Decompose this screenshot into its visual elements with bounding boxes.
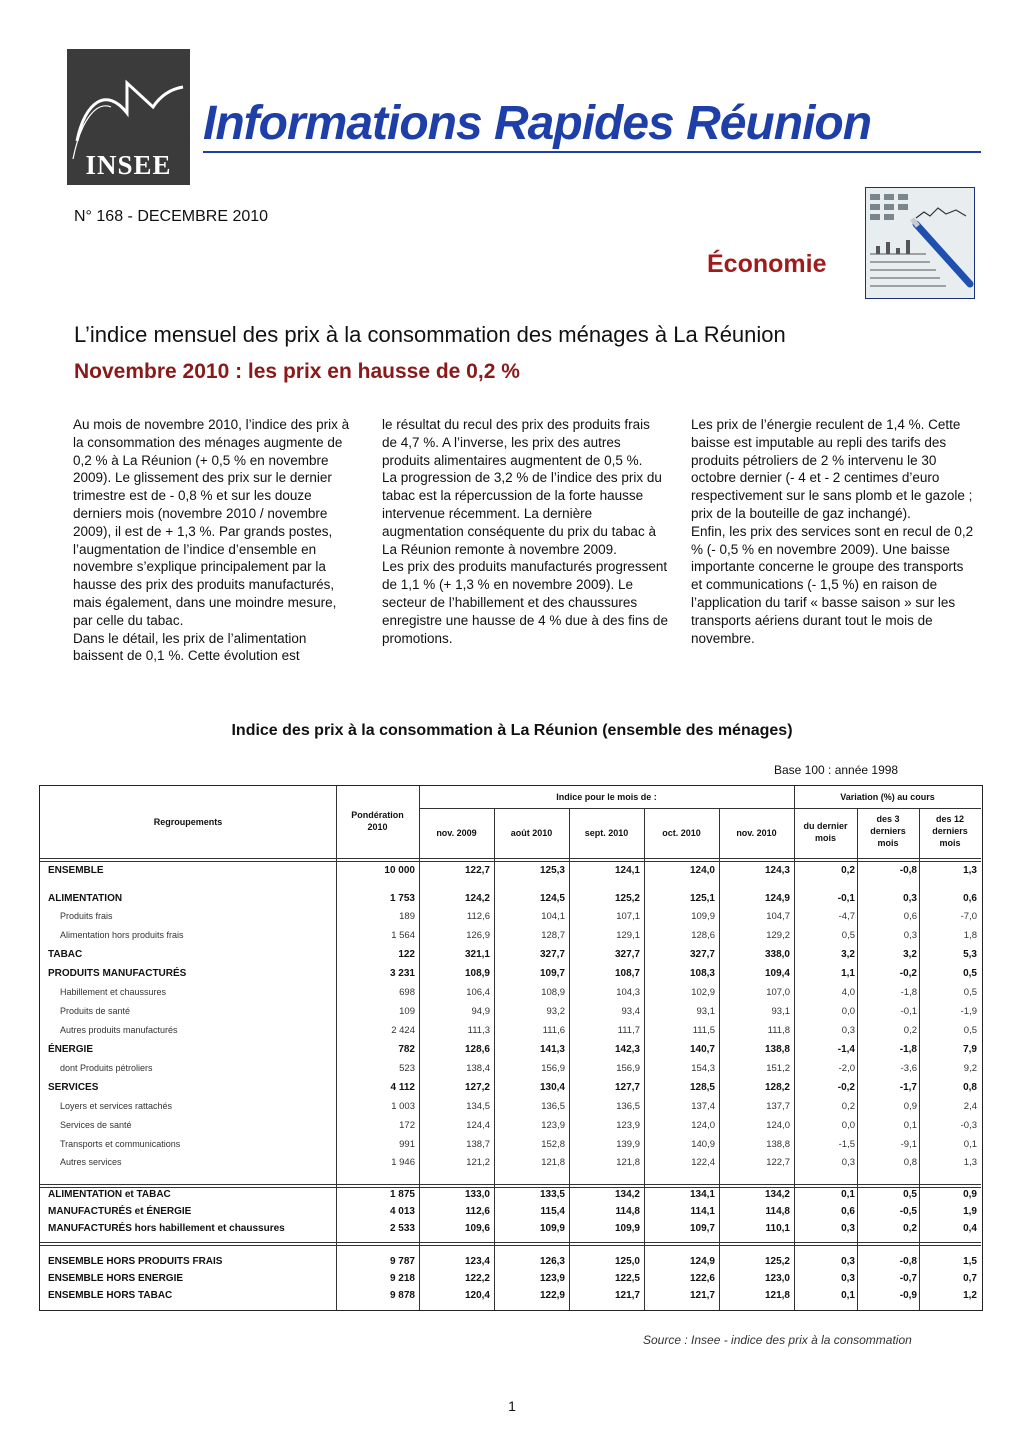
cell-sep10: 108,7 <box>614 968 640 979</box>
paragraph: Dans le détail, les prix de l’alimentation baissent de 0,1 %. Cette évolution est <box>73 630 307 664</box>
cell-oct10: 114,1 <box>690 1206 715 1217</box>
cell-sep10: 121,8 <box>616 1157 640 1168</box>
cell-v1: 0,0 <box>841 1120 855 1131</box>
cell-nov09: 134,5 <box>466 1101 490 1112</box>
cell-nov10: 109,4 <box>764 968 790 979</box>
table-row <box>40 1042 981 1060</box>
cell-oct10: 154,3 <box>691 1063 715 1074</box>
cell-nov10: 107,0 <box>766 987 790 998</box>
cell-v12: 0,6 <box>963 893 977 904</box>
header-var-last-month <box>794 820 857 844</box>
cell-v1: 0,3 <box>841 1157 855 1168</box>
cell-oct10: 109,7 <box>689 1223 715 1234</box>
cell-sep10: 114,8 <box>615 1206 640 1217</box>
paragraph: Au mois de novembre 2010, l’indice des prix à la consommation des ménages augmente de 0,2 % à La Réunion (+ 0,5 % en novembre 2009). Le glissement des prix sur le dernier trimestre est de - 0,8 % et sur les douze derniers mois (novembre 2010 / novembre 2009), il est de + 1,3 %. Par grands postes, l’augmentation de l’indice d’ensemble en novembre s’explique principalement par la hausse des prix des produits manufacturés, mais également, dans une moindre mesure, par celle du tabac. <box>73 417 350 628</box>
cell-aug10: 108,9 <box>541 987 565 998</box>
cell-weight: 698 <box>399 987 415 998</box>
cell-nov09: 112,6 <box>466 911 490 922</box>
cell-nov09: 122,2 <box>464 1273 490 1284</box>
cell-v3: 0,1 <box>903 1120 917 1131</box>
cell-oct10: 125,1 <box>689 893 715 904</box>
cell-v1: -2,0 <box>838 1063 855 1074</box>
table-row <box>40 1061 981 1079</box>
cell-nov09: 120,4 <box>464 1290 490 1301</box>
section-divider <box>40 1245 981 1246</box>
section-divider <box>40 1242 981 1243</box>
cell-nov09: 109,6 <box>464 1223 490 1234</box>
cell-v12: 0,1 <box>963 1139 977 1150</box>
header-divider <box>419 808 981 809</box>
table-row <box>40 863 981 881</box>
cell-v12: 1,5 <box>963 1256 977 1267</box>
cell-v3: -0,7 <box>899 1273 917 1284</box>
paragraph: La progression de 3,2 % de l’indice des prix du tabac est la répercussion de la forte hausse intervenue récemment. La dernière augmentation conséquente du prix du tabac à La Réunion remonte à novembre 2009. <box>382 470 662 557</box>
cell-v3: -1,8 <box>899 1044 917 1055</box>
cell-weight: 3 231 <box>389 968 415 979</box>
header-month: août 2010 <box>510 828 553 838</box>
header-weight <box>336 809 419 833</box>
cell-nov10: 122,7 <box>766 1157 790 1168</box>
cell-sep10: 93,4 <box>621 1006 640 1017</box>
cell-v3: -0,9 <box>899 1290 917 1301</box>
cell-v1: 0,0 <box>841 1006 855 1017</box>
pen-and-calculator-icon <box>866 188 974 298</box>
paragraph: Enfin, les prix des services sont en recul de 0,2 % (- 0,5 % en novembre 2009). Une baisse importante concerne le groupe des transports et communications (- 1,5 %) en raison de l’application du tarif « basse saison » sur les transports aériens durant tout le mois de novembre. <box>691 523 974 646</box>
cell-weight: 2 424 <box>391 1025 415 1036</box>
cell-v3: 3,2 <box>903 949 917 960</box>
cell-aug10: 156,9 <box>541 1063 565 1074</box>
header-month: oct. 2010 <box>662 828 701 838</box>
cell-nov10: 338,0 <box>764 949 790 960</box>
issue-number: N° 168 - DECEMBRE 2010 <box>74 208 269 225</box>
cell-oct10: 121,7 <box>689 1290 715 1301</box>
cell-nov10: 138,8 <box>766 1139 790 1150</box>
cell-oct10: 140,7 <box>689 1044 715 1055</box>
cell-aug10: 133,5 <box>539 1189 565 1200</box>
cell-weight: 10 000 <box>384 865 415 876</box>
cell-aug10: 125,3 <box>539 865 565 876</box>
header-month: nov. 2009 <box>436 828 477 838</box>
cell-weight: 991 <box>399 1139 415 1150</box>
cell-nov10: 121,8 <box>764 1290 790 1301</box>
table-row <box>40 966 981 984</box>
cell-sep10: 136,5 <box>616 1101 640 1112</box>
table-row <box>40 1004 981 1022</box>
cell-nov09: 124,2 <box>464 893 490 904</box>
table-row <box>40 1271 981 1289</box>
cell-v3: -9,1 <box>900 1139 917 1150</box>
cell-weight: 4 112 <box>390 1082 415 1093</box>
header-line: derniers <box>932 826 968 836</box>
cell-v12: 7,9 <box>963 1044 977 1055</box>
cell-v1: -1,4 <box>837 1044 855 1055</box>
cell-oct10: 128,5 <box>689 1082 715 1093</box>
cell-sep10: 125,2 <box>614 893 640 904</box>
table-row <box>40 1254 981 1272</box>
cell-sep10: 104,3 <box>616 987 640 998</box>
header-line: des 3 <box>876 814 900 824</box>
cell-v12: 1,3 <box>963 1157 977 1168</box>
row-label: MANUFACTURÉS et ÉNERGIE <box>48 1206 192 1217</box>
cell-aug10: 130,4 <box>539 1082 565 1093</box>
insee-logo <box>67 49 190 185</box>
cell-v1: -1,5 <box>838 1139 855 1150</box>
header-group: Regroupements <box>153 817 223 827</box>
cell-sep10: 156,9 <box>616 1063 640 1074</box>
cell-weight: 1 003 <box>391 1101 415 1112</box>
cell-nov09: 321,1 <box>464 949 490 960</box>
cell-v12: 1,8 <box>963 930 977 941</box>
header-divider <box>40 861 981 862</box>
row-label: Transports et communications <box>60 1139 181 1149</box>
cell-v12: -0,3 <box>960 1120 977 1131</box>
table-row <box>40 1099 981 1117</box>
row-label: MANUFACTURÉS hors habillement et chaussures <box>48 1223 285 1234</box>
cell-oct10: 134,1 <box>689 1189 715 1200</box>
header-line: mois <box>939 838 961 848</box>
cell-v1: 0,1 <box>841 1290 855 1301</box>
cell-weight: 122 <box>398 949 415 960</box>
cell-aug10: 152,8 <box>541 1139 565 1150</box>
cell-aug10: 123,9 <box>539 1273 565 1284</box>
table-row <box>40 1080 981 1098</box>
header-month: sept. 2010 <box>584 828 629 838</box>
cell-nov10: 93,1 <box>771 1006 790 1017</box>
cell-aug10: 327,7 <box>539 949 565 960</box>
cell-weight: 1 564 <box>391 930 415 941</box>
article-headline: Novembre 2010 : les prix en hausse de 0,2 % <box>74 360 520 383</box>
header-var-12-months <box>919 813 981 849</box>
economy-thumbnail <box>865 187 975 299</box>
header-line: mois <box>814 833 836 843</box>
cell-v12: 0,8 <box>963 1082 977 1093</box>
row-label: Services de santé <box>60 1120 132 1130</box>
cell-nov09: 94,9 <box>471 1006 490 1017</box>
table-row <box>40 1155 981 1173</box>
table-row <box>40 909 981 927</box>
cell-sep10: 123,9 <box>616 1120 640 1131</box>
cell-weight: 189 <box>399 911 415 922</box>
cell-sep10: 107,1 <box>616 911 640 922</box>
cell-weight: 1 753 <box>389 893 415 904</box>
section-divider <box>40 1184 981 1185</box>
cell-nov10: 125,2 <box>764 1256 790 1267</box>
cell-v3: -0,2 <box>899 968 917 979</box>
cell-v1: 1,1 <box>841 968 855 979</box>
cell-v3: -3,6 <box>900 1063 917 1074</box>
table-row <box>40 1288 981 1306</box>
table-row <box>40 1118 981 1136</box>
cell-sep10: 121,7 <box>614 1290 640 1301</box>
cell-aug10: 109,7 <box>539 968 565 979</box>
cell-oct10: 137,4 <box>691 1101 715 1112</box>
cell-v1: 0,1 <box>841 1189 855 1200</box>
row-label: dont Produits pétroliers <box>60 1063 153 1073</box>
table-row <box>40 947 981 965</box>
table-title: Indice des prix à la consommation à La Réunion (ensemble des ménages) <box>231 722 793 739</box>
cell-v12: 0,5 <box>963 968 977 979</box>
header-weight-line: Pondération <box>351 810 404 820</box>
header-index-group: Indice pour le mois de : <box>556 792 657 802</box>
cell-sep10: 142,3 <box>614 1044 640 1055</box>
cell-oct10: 93,1 <box>696 1006 715 1017</box>
row-label: PRODUITS MANUFACTURÉS <box>48 968 187 979</box>
article-column-1 <box>73 416 359 665</box>
cell-nov09: 138,4 <box>466 1063 490 1074</box>
cell-v3: 0,3 <box>903 930 917 941</box>
cell-v1: 0,6 <box>841 1206 855 1217</box>
cell-v3: -1,8 <box>900 987 917 998</box>
cell-v12: 9,2 <box>963 1063 977 1074</box>
cell-sep10: 125,0 <box>614 1256 640 1267</box>
cell-aug10: 109,9 <box>539 1223 565 1234</box>
cell-nov09: 124,4 <box>466 1120 490 1131</box>
row-label: ÉNERGIE <box>48 1044 94 1055</box>
cell-nov09: 138,7 <box>466 1139 490 1150</box>
cell-nov10: 104,7 <box>766 911 790 922</box>
cell-v12: 0,5 <box>963 1025 977 1036</box>
cell-nov10: 111,8 <box>767 1025 790 1036</box>
rubric-label: Économie <box>707 250 827 278</box>
cpi-table <box>39 785 983 1311</box>
cell-oct10: 327,7 <box>689 949 715 960</box>
cell-v1: 0,5 <box>841 930 855 941</box>
row-label: Produits frais <box>60 911 113 921</box>
cell-weight: 782 <box>398 1044 415 1055</box>
cell-v3: 0,8 <box>903 1157 917 1168</box>
base-note: Base 100 : année 1998 <box>774 763 899 777</box>
cell-nov09: 128,6 <box>464 1044 490 1055</box>
cell-sep10: 139,9 <box>616 1139 640 1150</box>
cell-oct10: 109,9 <box>691 911 715 922</box>
cell-oct10: 122,4 <box>691 1157 715 1168</box>
cell-nov10: 124,0 <box>766 1120 790 1131</box>
cell-v1: -0,1 <box>837 893 855 904</box>
cell-aug10: 136,5 <box>541 1101 565 1112</box>
cell-v1: 0,3 <box>841 1025 855 1036</box>
header-line: des 12 <box>935 814 965 824</box>
header-line: derniers <box>870 826 906 836</box>
header-variation-group: Variation (%) au cours <box>840 792 935 802</box>
cell-nov09: 122,7 <box>464 865 490 876</box>
row-label: TABAC <box>48 949 83 960</box>
cell-aug10: 111,6 <box>542 1025 565 1036</box>
cell-oct10: 124,0 <box>691 1120 715 1131</box>
cell-sep10: 134,2 <box>614 1189 640 1200</box>
row-label: ENSEMBLE HORS PRODUITS FRAIS <box>48 1256 223 1267</box>
cell-v3: -1,7 <box>899 1082 917 1093</box>
row-label: ALIMENTATION <box>48 893 123 904</box>
source-note: Source : Insee - indice des prix à la consommation <box>643 1333 912 1347</box>
cell-nov09: 106,4 <box>466 987 490 998</box>
cell-sep10: 109,9 <box>614 1223 640 1234</box>
cell-weight: 109 <box>399 1006 415 1017</box>
row-label: Autres produits manufacturés <box>60 1025 178 1035</box>
cell-v1: 3,2 <box>841 949 855 960</box>
paragraph: Les prix des produits manufacturés progressent de 1,1 % (+ 1,3 % en novembre 2009). Le secteur de l’habillement et des chaussures enregistre une hausse de 4 % due à des fins de promotions. <box>382 559 668 646</box>
cell-nov10: 114,8 <box>765 1206 790 1217</box>
cell-v12: 0,4 <box>963 1223 977 1234</box>
table-row <box>40 1187 981 1205</box>
cell-oct10: 124,0 <box>689 865 715 876</box>
cell-v1: 0,2 <box>841 865 855 876</box>
header-divider <box>40 858 981 859</box>
cell-aug10: 93,2 <box>546 1006 565 1017</box>
cell-v3: 0,2 <box>903 1025 917 1036</box>
cell-weight: 9 878 <box>389 1290 415 1301</box>
cell-weight: 1 875 <box>389 1189 415 1200</box>
cell-nov10: 123,0 <box>764 1273 790 1284</box>
page-number: 1 <box>508 1398 516 1414</box>
table-row <box>40 1137 981 1155</box>
cell-nov10: 129,2 <box>766 930 790 941</box>
table-row <box>40 891 981 909</box>
article-subject: L’indice mensuel des prix à la consommation des ménages à La Réunion <box>74 322 786 347</box>
table-row <box>40 1023 981 1041</box>
cell-v12: 1,2 <box>963 1290 977 1301</box>
cell-sep10: 127,7 <box>614 1082 640 1093</box>
cell-sep10: 111,7 <box>617 1025 640 1036</box>
row-label: Autres services <box>60 1157 122 1167</box>
cell-v12: 0,5 <box>963 987 977 998</box>
cell-oct10: 111,5 <box>692 1025 715 1036</box>
table-row <box>40 1221 981 1239</box>
table-row <box>40 928 981 946</box>
table-row <box>40 985 981 1003</box>
cell-aug10: 121,8 <box>541 1157 565 1168</box>
cell-v3: -0,5 <box>899 1206 917 1217</box>
cell-v12: 1,3 <box>963 865 977 876</box>
cell-v3: 0,9 <box>903 1101 917 1112</box>
row-label: Habillement et chaussures <box>60 987 167 997</box>
cell-nov10: 151,2 <box>766 1063 790 1074</box>
header-line: mois <box>877 838 899 848</box>
row-label: Alimentation hors produits frais <box>60 930 184 940</box>
cell-weight: 172 <box>399 1120 415 1131</box>
cell-aug10: 126,3 <box>539 1256 565 1267</box>
header-weight-line: 2010 <box>367 822 388 832</box>
cell-sep10: 122,5 <box>614 1273 640 1284</box>
cell-v12: 5,3 <box>963 949 977 960</box>
cell-oct10: 122,6 <box>689 1273 715 1284</box>
cell-oct10: 108,3 <box>689 968 715 979</box>
cell-weight: 2 533 <box>389 1223 415 1234</box>
cell-weight: 4 013 <box>389 1206 415 1217</box>
header-var-3-months <box>857 813 919 849</box>
paragraph: le résultat du recul des prix des produits frais de 4,7 %. A l’inverse, les prix des autres produits alimentaires augmentent de 0,5 %. <box>382 417 650 468</box>
cell-v3: 0,6 <box>903 911 917 922</box>
row-label: ENSEMBLE HORS TABAC <box>48 1290 173 1301</box>
cell-nov09: 127,2 <box>464 1082 490 1093</box>
cell-oct10: 102,9 <box>691 987 715 998</box>
cell-nov09: 133,0 <box>464 1189 490 1200</box>
cell-nov09: 121,2 <box>466 1157 490 1168</box>
cell-nov10: 124,3 <box>764 865 790 876</box>
cell-v3: -0,8 <box>899 865 917 876</box>
masthead-underline <box>203 151 981 153</box>
cell-v3: 0,2 <box>903 1223 917 1234</box>
row-label: Loyers et services rattachés <box>60 1101 173 1111</box>
cell-oct10: 128,6 <box>691 930 715 941</box>
cell-nov10: 124,9 <box>764 893 790 904</box>
header-line: du dernier <box>803 821 848 831</box>
cell-nov09: 123,4 <box>464 1256 490 1267</box>
cell-aug10: 104,1 <box>541 911 565 922</box>
cell-weight: 9 218 <box>389 1273 415 1284</box>
row-label: ENSEMBLE HORS ENERGIE <box>48 1273 184 1284</box>
masthead-title: Informations Rapides Réunion <box>203 97 872 150</box>
cell-v3: 0,5 <box>903 1189 917 1200</box>
row-label: ALIMENTATION et TABAC <box>48 1189 171 1200</box>
cell-nov10: 137,7 <box>766 1101 790 1112</box>
cell-v12: 0,9 <box>963 1189 977 1200</box>
paragraph: Les prix de l’énergie reculent de 1,4 %. Cette baisse est imputable au repli des tarifs des produits pétroliers de 2 % intervenu le 30 octobre dernier (- 4 et - 2 centimes d’euro respectivement sur le sans plomb et le gazole ; prix de la bouteille de gaz inchangé). <box>691 417 973 521</box>
cell-v1: 0,3 <box>841 1223 855 1234</box>
cell-weight: 1 946 <box>391 1157 415 1168</box>
cell-v12: 1,9 <box>963 1206 977 1217</box>
cell-oct10: 140,9 <box>691 1139 715 1150</box>
row-label: ENSEMBLE <box>48 865 104 876</box>
cell-aug10: 122,9 <box>539 1290 565 1301</box>
cell-nov10: 134,2 <box>764 1189 790 1200</box>
cell-v1: -0,2 <box>837 1082 855 1093</box>
row-label: SERVICES <box>48 1082 99 1093</box>
cell-sep10: 327,7 <box>614 949 640 960</box>
table-row <box>40 1204 981 1222</box>
row-label: Produits de santé <box>60 1006 131 1016</box>
cell-aug10: 123,9 <box>541 1120 565 1131</box>
cell-sep10: 129,1 <box>616 930 640 941</box>
cell-v12: -7,0 <box>960 911 977 922</box>
cell-v3: -0,8 <box>899 1256 917 1267</box>
cell-aug10: 115,4 <box>540 1206 565 1217</box>
cell-weight: 9 787 <box>389 1256 415 1267</box>
cell-v1: 0,2 <box>841 1101 855 1112</box>
cell-aug10: 124,5 <box>539 893 565 904</box>
cell-oct10: 124,9 <box>689 1256 715 1267</box>
cell-nov09: 108,9 <box>464 968 490 979</box>
cell-nov10: 110,1 <box>765 1223 790 1234</box>
cell-v1: 0,3 <box>841 1273 855 1284</box>
cell-nov10: 138,8 <box>764 1044 790 1055</box>
cell-v12: 2,4 <box>963 1101 977 1112</box>
cell-v1: 0,3 <box>841 1256 855 1267</box>
cell-v12: -1,9 <box>960 1006 977 1017</box>
article-column-2 <box>382 416 668 647</box>
cell-v1: -4,7 <box>838 911 855 922</box>
cell-v3: 0,3 <box>903 893 917 904</box>
cell-weight: 523 <box>399 1063 415 1074</box>
cell-aug10: 128,7 <box>541 930 565 941</box>
cell-nov09: 112,6 <box>465 1206 490 1217</box>
cell-v1: 4,0 <box>841 987 855 998</box>
logo-text: INSEE <box>85 150 172 180</box>
cell-v3: -0,1 <box>900 1006 917 1017</box>
cell-nov09: 111,3 <box>467 1025 490 1036</box>
cell-nov10: 128,2 <box>764 1082 790 1093</box>
header-month: nov. 2010 <box>736 828 777 838</box>
cell-nov09: 126,9 <box>466 930 490 941</box>
cell-aug10: 141,3 <box>539 1044 565 1055</box>
cell-v12: 0,7 <box>963 1273 977 1284</box>
article-column-3 <box>691 416 977 647</box>
cell-sep10: 124,1 <box>614 865 640 876</box>
